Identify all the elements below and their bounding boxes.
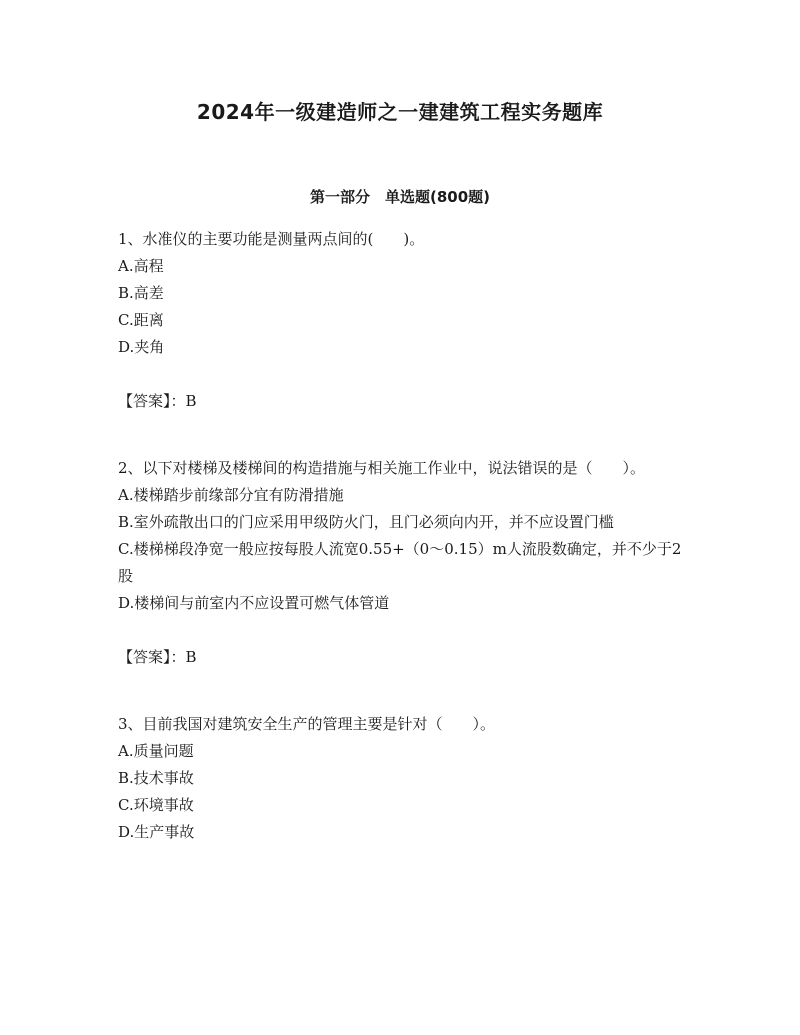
question-2 — [118, 455, 688, 671]
question-stem: 1、水准仪的主要功能是测量两点间的( )。 — [118, 230, 425, 248]
option-a: A.楼梯踏步前缘部分宜有防滑措施 — [118, 486, 344, 504]
question-1 — [118, 226, 688, 415]
section-title: 第一部分 单选题(800题) — [309, 188, 491, 206]
option-b: B.技术事故 — [118, 769, 194, 787]
question-list — [118, 226, 688, 846]
page-title: 2024年一级建造师之一建建筑工程实务题库 — [196, 100, 604, 124]
option-b: B.室外疏散出口的门应采用甲级防火门，且门必须向内开，并不应设置门槛 — [118, 513, 614, 531]
option-a: A.质量问题 — [118, 742, 194, 760]
spacer — [118, 671, 688, 711]
option-d: D.楼梯间与前室内不应设置可燃气体管道 — [118, 594, 390, 612]
spacer — [118, 415, 688, 455]
answer: 【答案】：B — [118, 392, 197, 410]
option-d: D.夹角 — [118, 338, 165, 356]
option-a: A.高程 — [118, 257, 164, 275]
option-c: C.距离 — [118, 311, 164, 329]
option-c: C.环境事故 — [118, 796, 194, 814]
question-stem: 2、以下对楼梯及楼梯间的构造措施与相关施工作业中，说法错误的是（ ）。 — [118, 459, 646, 477]
question-stem: 3、目前我国对建筑安全生产的管理主要是针对（ ）。 — [118, 715, 496, 733]
answer: 【答案】：B — [118, 648, 197, 666]
question-3 — [118, 711, 688, 846]
option-d: D.生产事故 — [118, 823, 195, 841]
option-b: B.高差 — [118, 284, 164, 302]
option-c: C.楼梯梯段净宽一般应按每股人流宽0.55+（0～0.15）m人流股数确定，并不少于2股 — [118, 540, 682, 585]
